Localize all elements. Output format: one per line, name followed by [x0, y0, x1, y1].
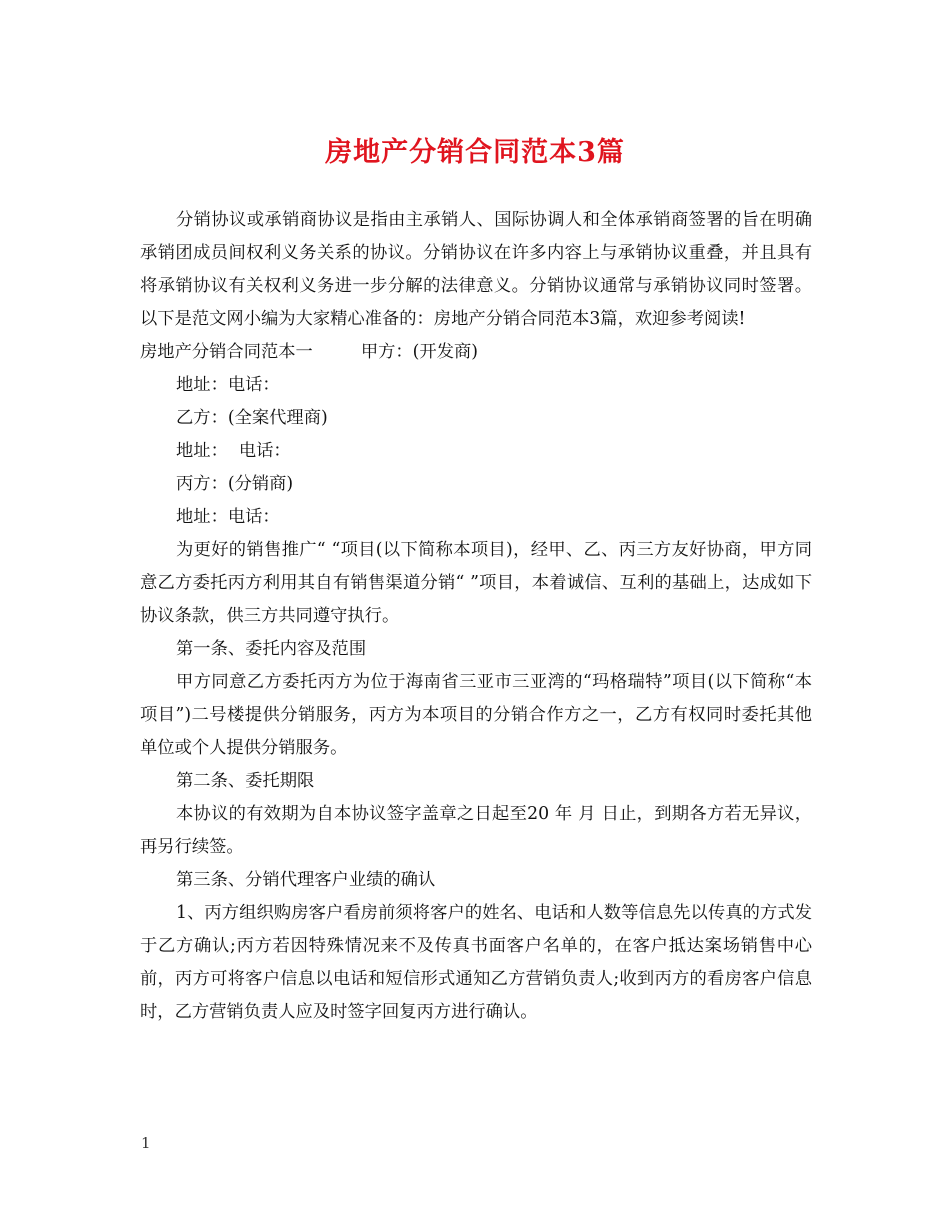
party-c: 丙方：(分销商): [176, 474, 294, 494]
party-b: 乙方：(全案代理商): [176, 408, 328, 428]
article3-title: 第三条、分销代理客户业绩的确认: [176, 870, 436, 890]
address-a: 地址：电话：: [176, 375, 280, 395]
document-title: 房地产分销合同范本3篇: [325, 137, 625, 168]
section-heading: 房地产分销合同范本一: [140, 342, 313, 362]
article1-body: 甲方同意乙方委托丙方为位于海南省三亚市三亚湾的“玛格瑞特”项目(以下简称“本项目”)二号楼提供分销服务，丙方为本项目的分销合作方之一，乙方有权同时委托其他单位或个人提供分销服务。: [140, 672, 812, 758]
article2-body: 本协议的有效期为自本协议签字盖章之日起至20 年 月 日止，到期各方若无异议，再另行续签。: [140, 804, 812, 857]
address-c: 地址：电话：: [176, 507, 280, 527]
page-number: 1: [141, 1134, 151, 1152]
section-heading-line: [140, 336, 812, 369]
article2-title: 第二条、委托期限: [176, 771, 315, 791]
party-a: 甲方：(开发商): [360, 342, 478, 362]
article3-item1: 1、丙方组织购房客户看房前须将客户的姓名、电话和人数等信息先以传真的方式发于乙方确认;丙方若因特殊情况来不及传真书面客户名单的，在客户抵达案场销售中心前，丙方可将客户信息以电话和短信形式通知乙方营销负责人;收到丙方的看房客户信息时，乙方营销负责人应及时签字回复丙方进行确认。: [140, 903, 812, 1022]
article1-title: 第一条、委托内容及范围: [176, 639, 367, 659]
document-body: [140, 204, 812, 1029]
address-b: 地址： 电话：: [176, 441, 291, 461]
preamble-paragraph: 为更好的销售推广“ “项目(以下简称本项目)，经甲、乙、丙三方友好协商，甲方同意乙方委托丙方利用其自有销售渠道分销“ ”项目，本着诚信、互利的基础上，达成如下协议条款，供三方共同遵守执行。: [140, 540, 812, 626]
intro-paragraph: 分销协议或承销商协议是指由主承销人、国际协调人和全体承销商签署的旨在明确承销团成员间权利义务关系的协议。分销协议在许多内容上与承销协议重叠，并且具有将承销协议有关权利义务进一步分解的法律意义。分销协议通常与承销协议同时签署。以下是范文网小编为大家精心准备的：房地产分销合同范本3篇，欢迎参考阅读!: [140, 210, 812, 329]
